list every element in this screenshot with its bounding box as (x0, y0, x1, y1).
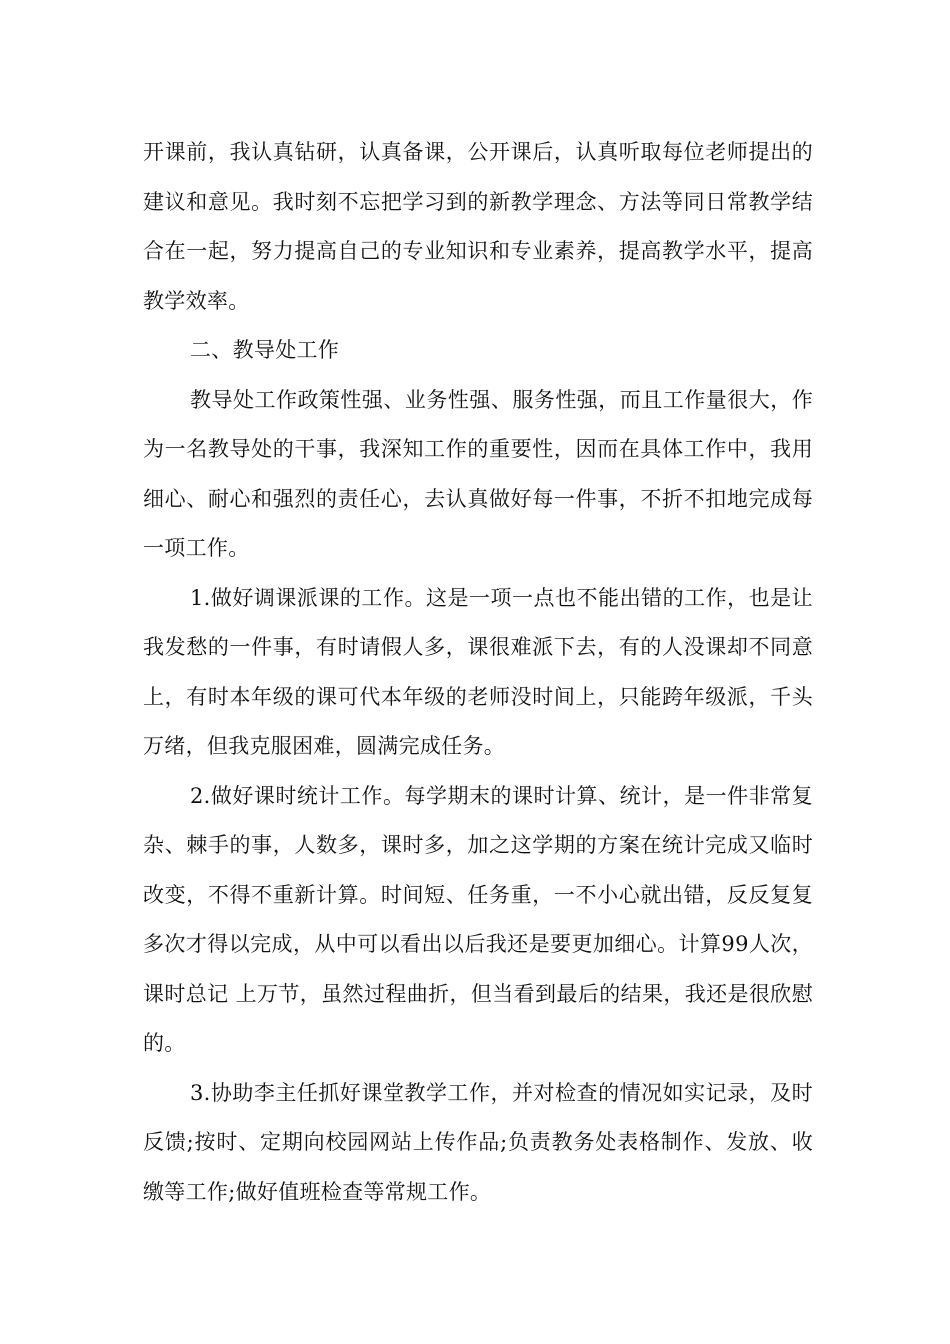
list-item-1: 1.做好调课派课的工作。这是一项一点也不能出错的工作，也是让我发愁的一件事，有时请假人多，课很难派下去，有的人没课却不同意上，有时本年级的课可代本年级的老师没时间上，只能跨年级派，千头万绪，但我克服困难，圆满完成任务。 (143, 585, 813, 758)
paragraph-continuation: 开课前，我认真钻研，认真备课，公开课后，认真听取每位老师提出的建议和意见。我时刻不忘把学习到的新教学理念、方法等同日常教学结合在一起，努力提高自己的专业知识和专业素养，提高教学水平，提高教学效率。 (143, 140, 813, 313)
paragraph: 教导处工作政策性强、业务性强、服务性强，而且工作量很大，作为一名教导处的干事，我深知工作的重要性，因而在具体工作中，我用细心、耐心和强烈的责任心，去认真做好每一件事，不折不扣地完成每一项工作。 (143, 387, 813, 560)
list-item-3: 3.协助李主任抓好课堂教学工作，并对检查的情况如实记录，及时反馈;按时、定期向校园网站上传作品;负责教务处表格制作、发放、收缴等工作;做好值班检查等常规工作。 (143, 1080, 813, 1204)
list-item-2: 2.做好课时统计工作。每学期末的课时计算、统计，是一件非常复杂、棘手的事，人数多，课时多，加之这学期的方案在统计完成又临时改变，不得不重新计算。时间短、任务重，一不小心就出错，反反复复多次才得以完成，从中可以看出以后我还是要更加细心。计算99人次，课时总记 上万节，虽然过程曲折，但当看到最后的结果，我还是很欣慰的。 (143, 783, 813, 1055)
section-heading: 二、教导处工作 (190, 338, 340, 362)
document-body (143, 128, 813, 1217)
